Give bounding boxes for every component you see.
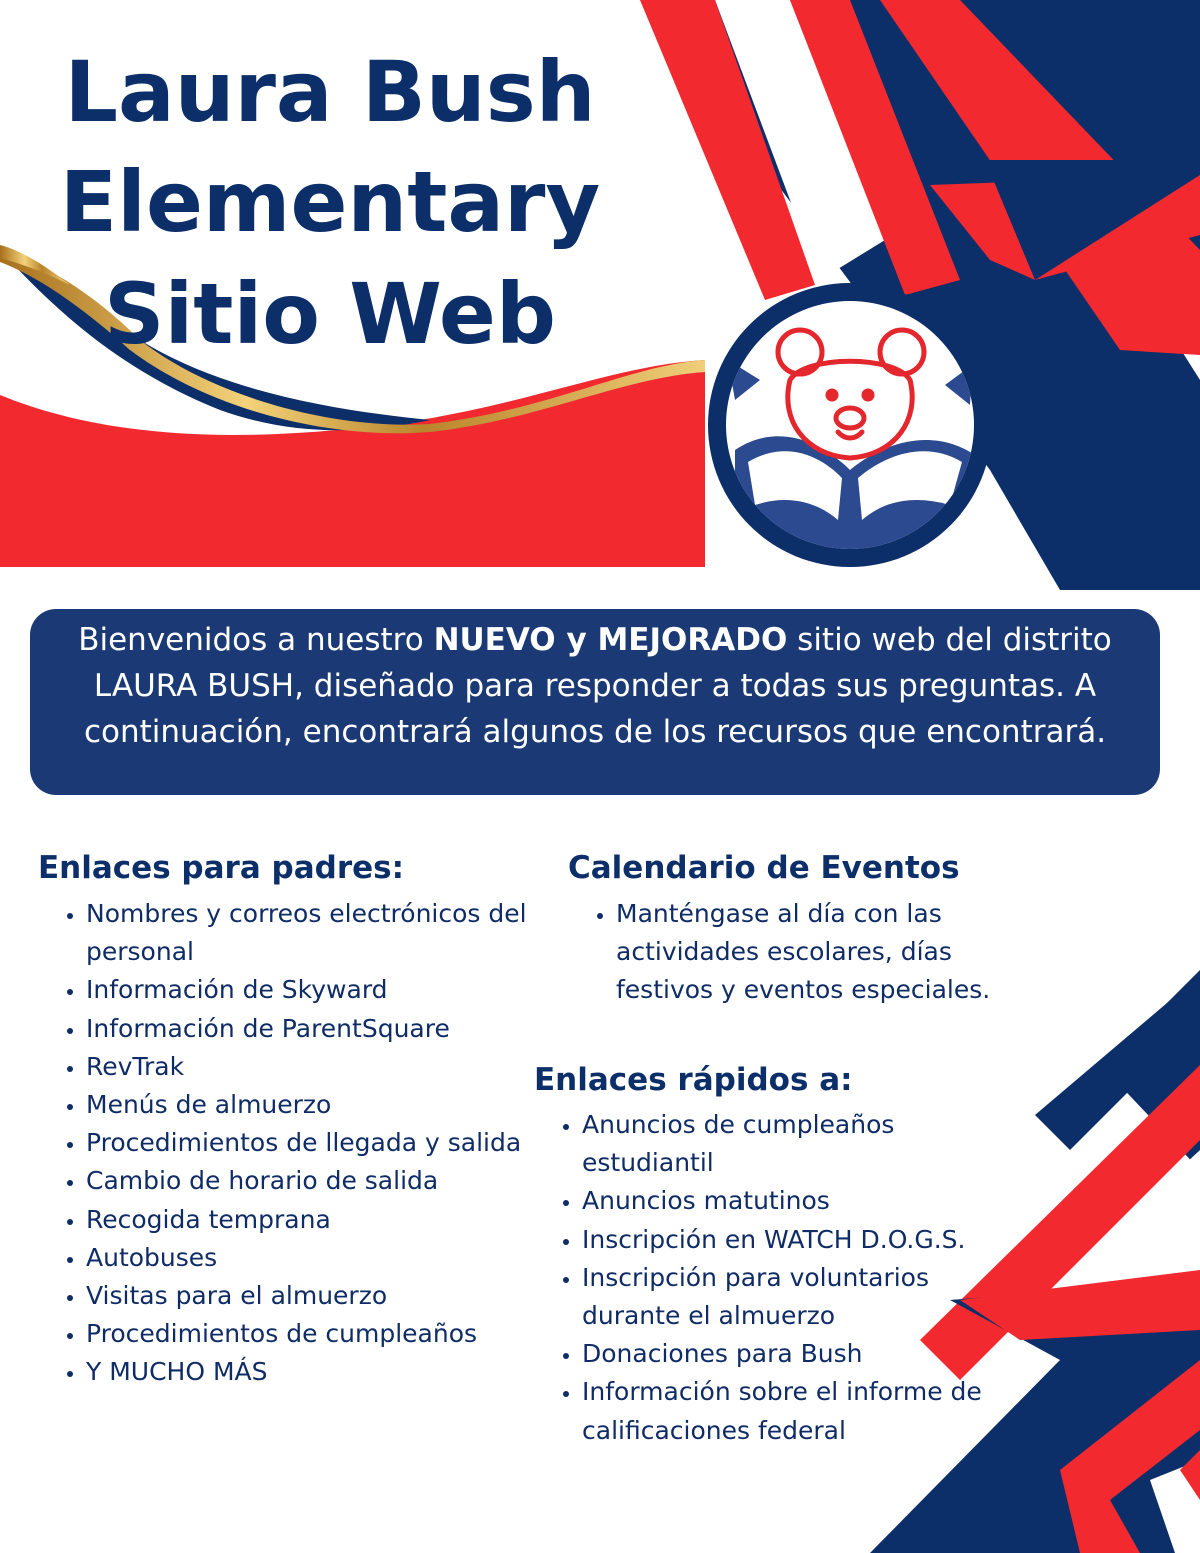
list-item: • Procedimientos de cumpleaños xyxy=(86,1315,576,1353)
title-line-2: Elementary xyxy=(59,153,601,251)
quick-links-heading: Enlaces rápidos a: xyxy=(534,1062,853,1098)
list-item: • Inscripción para voluntarios durante el almuerzo xyxy=(582,1259,1022,1335)
welcome-text-end: sitio web del distrito LAURA BUSH, diseñado para responder a todas sus preguntas. A continuación, encontrará algunos de los recursos que encontrará. xyxy=(83,622,1112,750)
list-item: • Información sobre el informe de calificaciones federal xyxy=(582,1373,1022,1449)
quick-links-list xyxy=(534,1106,1022,1450)
list-item: • Recogida temprana xyxy=(86,1201,576,1239)
list-item: • Manténgase al día con las actividades escolares, días festivos y eventos especiales. xyxy=(616,895,1056,1010)
list-item: • Y MUCHO MÁS xyxy=(86,1353,576,1391)
list-item: • Anuncios de cumpleaños estudiantil xyxy=(582,1106,1022,1182)
list-item: • Visitas para el almuerzo xyxy=(86,1277,576,1315)
list-item: • Cambio de horario de salida xyxy=(86,1162,576,1200)
list-item: • Donaciones para Bush xyxy=(582,1335,1022,1373)
parents-list xyxy=(38,895,576,1392)
list-item: • Menús de almuerzo xyxy=(86,1086,576,1124)
welcome-text-start: Bienvenidos a nuestro xyxy=(78,622,434,658)
list-item: • Anuncios matutinos xyxy=(582,1182,1022,1220)
list-item: • RevTrak xyxy=(86,1048,576,1086)
list-item: • Información de ParentSquare xyxy=(86,1010,576,1048)
list-item: • Autobuses xyxy=(86,1239,576,1277)
calendar-heading: Calendario de Eventos xyxy=(568,850,960,886)
logo-circle xyxy=(708,283,992,567)
calendar-list xyxy=(568,895,1056,1010)
parents-heading: Enlaces para padres: xyxy=(38,850,405,886)
title-line-3: Sitio Web xyxy=(104,265,556,363)
list-item: • Información de Skyward xyxy=(86,971,576,1009)
list-item: • Nombres y correos electrónicos del personal xyxy=(86,895,576,971)
title-line-1: Laura Bush xyxy=(64,43,596,141)
list-item: • Inscripción en WATCH D.O.G.S. xyxy=(582,1221,1022,1259)
list-item: • Procedimientos de llegada y salida xyxy=(86,1124,576,1162)
welcome-box xyxy=(30,609,1160,795)
welcome-highlight: NUEVO y MEJORADO xyxy=(433,622,788,658)
